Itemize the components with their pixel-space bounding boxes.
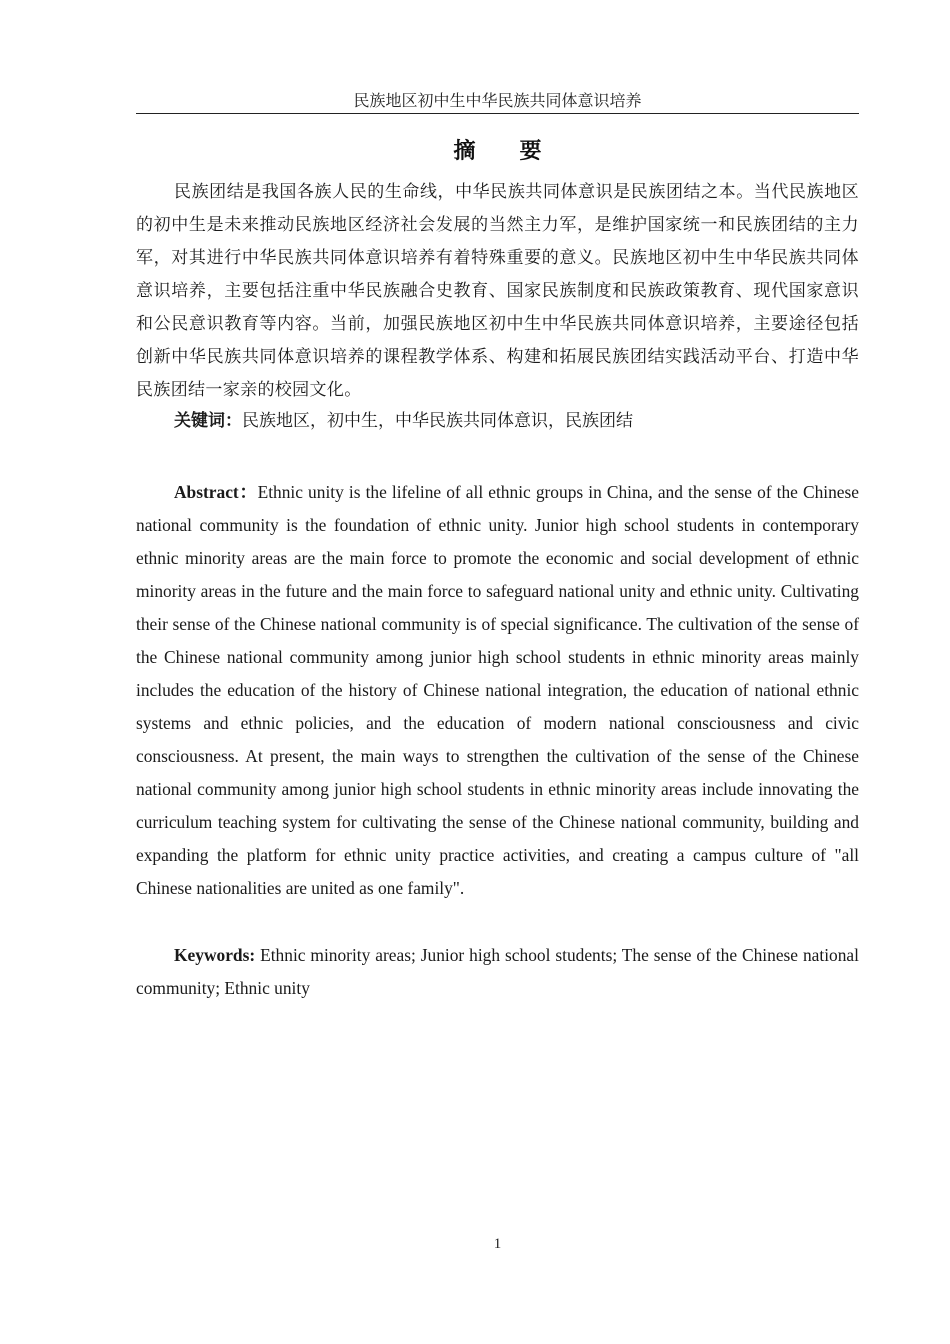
english-abstract-paragraph: [136, 476, 859, 905]
chinese-keywords-text: 民族地区，初中生，中华民族共同体意识，民族团结: [242, 411, 633, 431]
english-keywords-label: Keywords:: [174, 945, 256, 965]
section-title-part2: 要: [519, 139, 542, 164]
chinese-keywords-paragraph: [136, 405, 859, 438]
english-keywords-paragraph: [136, 939, 859, 1005]
running-header: 民族地区初中生中华民族共同体意识培养: [353, 93, 642, 110]
page-number: 1: [493, 1236, 502, 1252]
header-divider: [136, 113, 859, 114]
english-abstract-text: Ethnic unity is the lifeline of all ethnic groups in China, and the sense of the Chinese national community is the foundation of ethnic unity. Junior high school students in contemporary ethnic minority areas are the main force to promote the economic and social development of ethnic minority areas in the future and the main force to safeguard national unity and ethnic unity. Cultivating their sense of the Chinese national community is of special significance. The cultivation of the sense of the Chinese national community among junior high school students in ethnic minority areas mainly includes the education of the history of Chinese national integration, the education of national ethnic systems and ethnic policies, and the education of modern national consciousness and civic consciousness. At present, the main ways to strengthen the cultivation of the sense of the Chinese national community among junior high school students in ethnic minority areas include innovating the curriculum teaching system for cultivating the sense of the Chinese national community, building and expanding the platform for ethnic unity practice activities, and creating a campus culture of "all Chinese nationalities are united as one family".: [136, 482, 860, 898]
english-abstract-label: Abstract：: [174, 482, 258, 502]
chinese-abstract-paragraph: 民族团结是我国各族人民的生命线，中华民族共同体意识是民族团结之本。当代民族地区的初中生是未来推动民族地区经济社会发展的当然主力军，是维护国家统一和民族团结的主力军，对其进行中华民族共同体意识培养有着特殊重要的意义。民族地区初中生中华民族共同体意识培养，主要包括注重中华民族融合史教育、国家民族制度和民族政策教育、现代国家意识和公民意识教育等内容。当前，加强民族地区初中生中华民族共同体意识培养，主要途径包括创新中华民族共同体意识培养的课程教学体系、构建和拓展民族团结实践活动平台、打造中华民族团结一家亲的校园文化。: [136, 182, 859, 400]
section-title-part1: 摘: [453, 139, 476, 164]
english-keywords-text: Ethnic minority areas; Junior high school students; The sense of the Chinese national community; Ethnic unity: [136, 945, 859, 998]
chinese-keywords-label: 关键词：: [174, 411, 242, 431]
section-title: [136, 136, 859, 168]
